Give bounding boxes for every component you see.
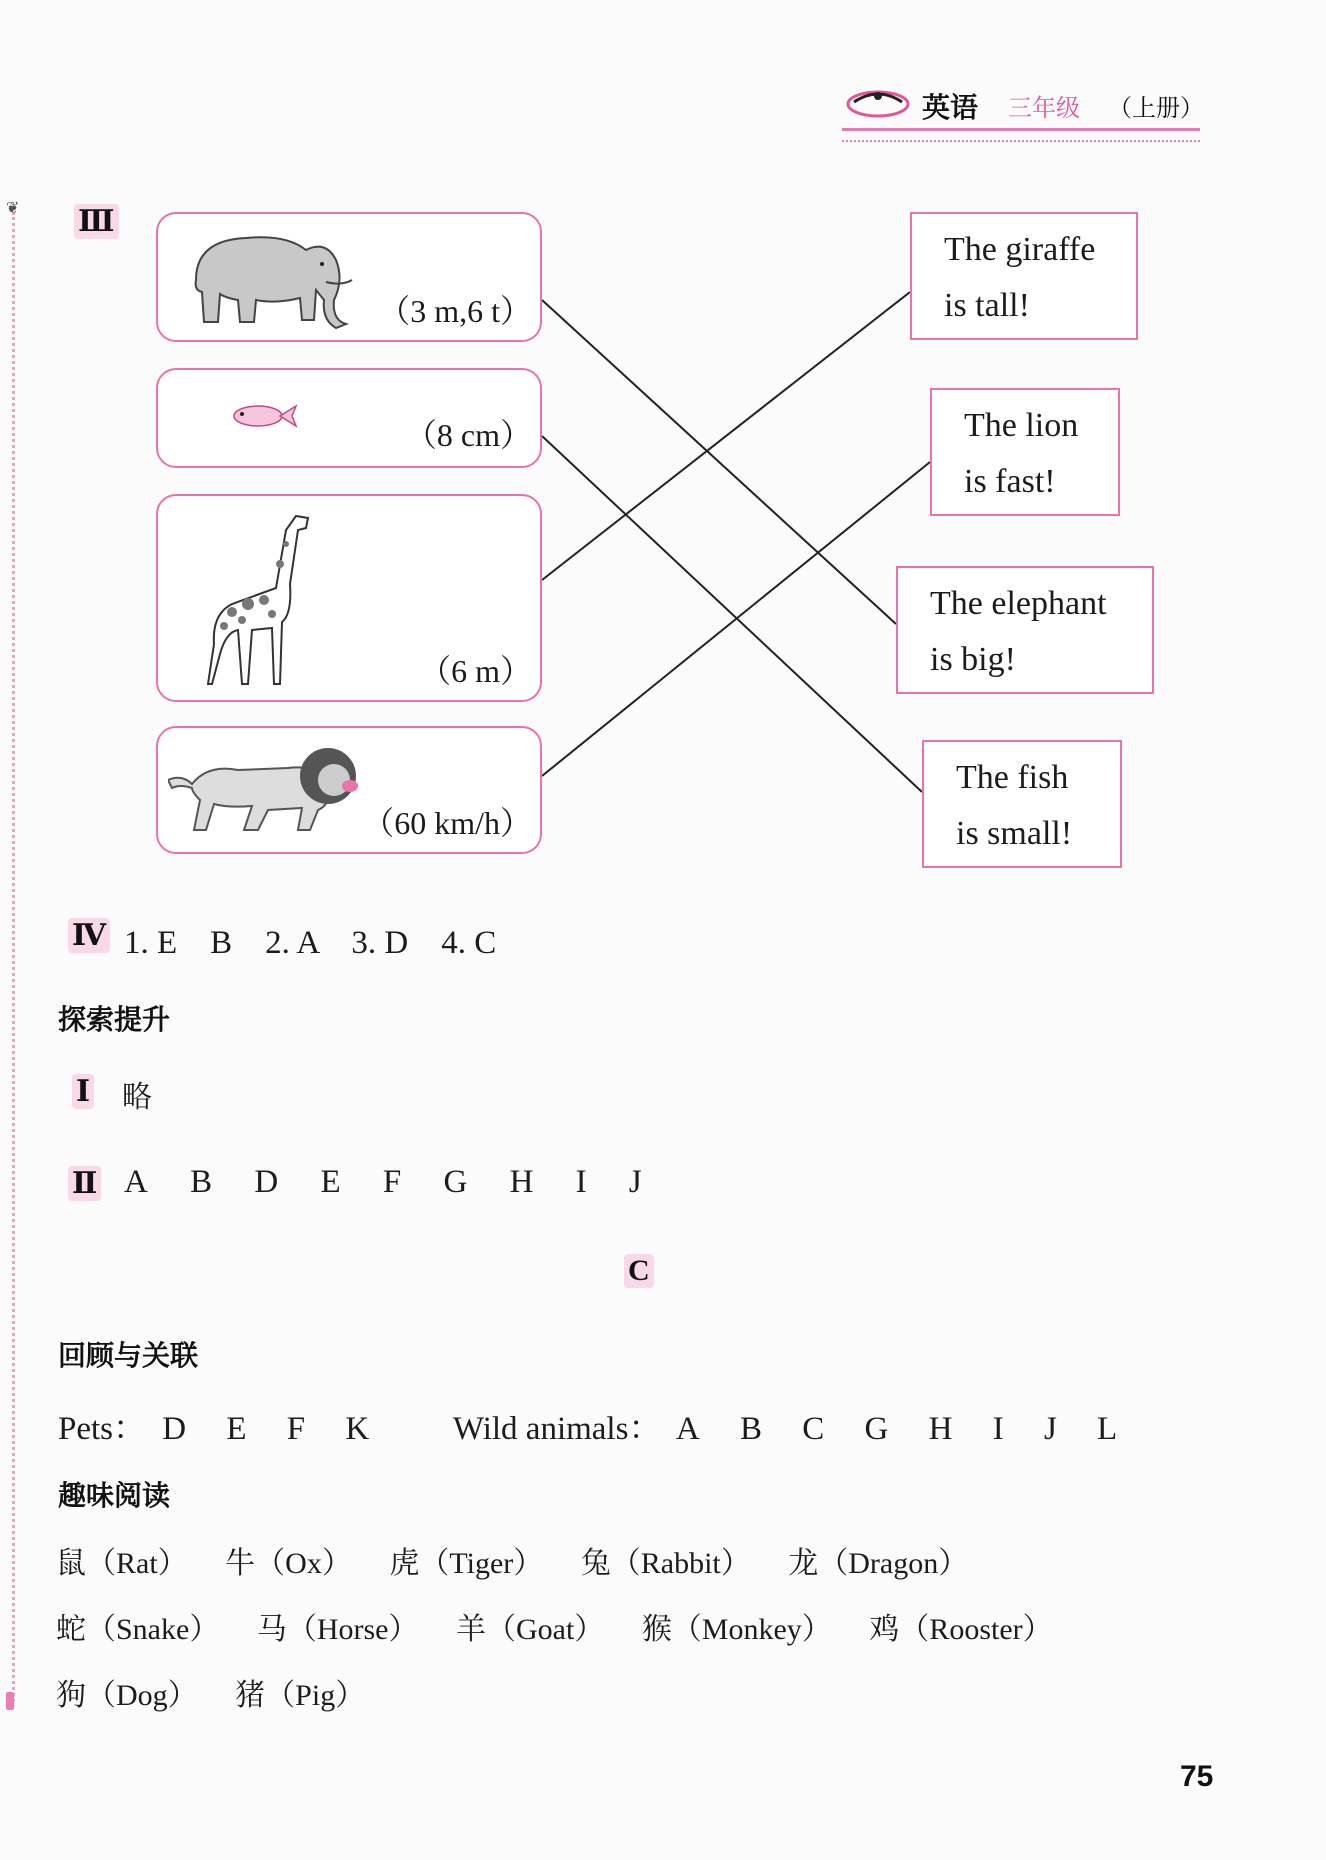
fish-measure: （8 cm） bbox=[404, 417, 532, 453]
explore-heading: 探索提升 bbox=[58, 1003, 171, 1036]
zodiac-item: 兔（Rabbit） bbox=[580, 1547, 751, 1580]
sentence-line1: The giraffe bbox=[944, 231, 1096, 268]
sentence-box-lion bbox=[930, 388, 1120, 516]
zodiac-item: 猴（Monkey） bbox=[641, 1613, 832, 1646]
zodiac-item: 马（Horse） bbox=[256, 1613, 419, 1646]
wild-letter: J bbox=[1043, 1411, 1057, 1447]
reading-heading: 趣味阅读 bbox=[58, 1479, 171, 1512]
answer-letter: A bbox=[124, 1164, 148, 1200]
zodiac-item: 鸡（Rooster） bbox=[869, 1613, 1053, 1646]
sentence-line1: The lion bbox=[964, 407, 1079, 444]
part-c-label: C bbox=[624, 1254, 654, 1288]
answer-letter: D bbox=[254, 1164, 279, 1200]
sentence-line2: is big! bbox=[930, 641, 1016, 678]
zodiac-item: 羊（Goat） bbox=[455, 1613, 605, 1646]
wild-label: Wild animals： bbox=[452, 1411, 662, 1447]
section-4-answers: 1. E B 2. A 3. D 4. C bbox=[124, 925, 497, 961]
lion-icon bbox=[168, 734, 368, 844]
zodiac-row-3 bbox=[56, 1670, 395, 1714]
wild-letter: A bbox=[675, 1411, 700, 1447]
header-subject: 英语 bbox=[922, 91, 979, 124]
animal-box-giraffe bbox=[156, 494, 542, 702]
pets-letter: F bbox=[286, 1411, 306, 1447]
answer-letter: G bbox=[443, 1164, 468, 1200]
section-4-label: Ⅳ bbox=[68, 918, 110, 953]
sentence-box-giraffe bbox=[910, 212, 1138, 340]
answer-letter: F bbox=[382, 1164, 402, 1200]
wild-letter: G bbox=[864, 1411, 889, 1447]
sentence-line2: is small! bbox=[956, 815, 1073, 852]
elephant-measure: （3 m,6 t） bbox=[378, 293, 532, 329]
page-number: 75 bbox=[1180, 1760, 1214, 1793]
section-3-label: Ⅲ bbox=[74, 204, 119, 239]
match-line-fish bbox=[542, 436, 922, 792]
lion-measure: （60 km/h） bbox=[362, 805, 532, 841]
sentence-line1: The fish bbox=[956, 759, 1069, 796]
giraffe-icon bbox=[202, 504, 322, 694]
sentence-box-elephant bbox=[896, 566, 1154, 694]
giraffe-measure: （6 m） bbox=[419, 653, 532, 689]
answer-letter: J bbox=[628, 1164, 642, 1200]
zodiac-item: 虎（Tiger） bbox=[389, 1547, 544, 1580]
match-line-elephant bbox=[542, 300, 896, 624]
sentence-box-fish bbox=[922, 740, 1122, 868]
zodiac-row-2 bbox=[56, 1604, 1083, 1648]
review-heading: 回顾与关联 bbox=[58, 1339, 199, 1372]
elephant-icon bbox=[176, 220, 356, 336]
wild-letter: I bbox=[992, 1411, 1004, 1447]
header-volume: （上册） bbox=[1108, 94, 1204, 122]
match-line-lion bbox=[542, 462, 930, 776]
pets-letter: D bbox=[162, 1411, 187, 1447]
leaf-icon: ❦ bbox=[6, 200, 20, 217]
animal-box-elephant bbox=[156, 212, 542, 342]
wild-letter: C bbox=[802, 1411, 825, 1447]
animal-box-fish bbox=[156, 368, 542, 468]
pets-letter: E bbox=[226, 1411, 247, 1447]
wild-letter: B bbox=[739, 1411, 762, 1447]
match-line-giraffe bbox=[542, 292, 910, 580]
explore-i-answer: 略 bbox=[122, 1080, 152, 1115]
animal-box-lion bbox=[156, 726, 542, 854]
answer-letter: B bbox=[190, 1164, 213, 1200]
zodiac-row-1 bbox=[56, 1538, 998, 1582]
zodiac-item: 鼠（Rat） bbox=[56, 1547, 188, 1580]
explore-i-label: Ⅰ bbox=[72, 1074, 94, 1109]
answer-letter: H bbox=[509, 1164, 534, 1200]
header-grade: 三年级 bbox=[1008, 94, 1080, 122]
wild-letter: L bbox=[1097, 1411, 1118, 1447]
fish-icon bbox=[222, 396, 302, 436]
zodiac-item: 狗（Dog） bbox=[56, 1679, 198, 1712]
sentence-line1: The elephant bbox=[930, 585, 1107, 622]
zodiac-item: 猪（Pig） bbox=[235, 1679, 366, 1712]
sentence-line2: is fast! bbox=[964, 463, 1056, 500]
pets-letter: K bbox=[345, 1411, 370, 1447]
explore-ii-answers bbox=[124, 1164, 642, 1201]
answer-letter: I bbox=[575, 1164, 587, 1200]
zodiac-item: 龙（Dragon） bbox=[788, 1547, 969, 1580]
zodiac-item: 牛（Ox） bbox=[225, 1547, 352, 1580]
pets-label: Pets： bbox=[58, 1411, 147, 1447]
explore-ii-label: Ⅱ bbox=[68, 1166, 101, 1201]
answer-letter: E bbox=[320, 1164, 341, 1200]
sentence-line2: is tall! bbox=[944, 287, 1030, 324]
wild-letter: H bbox=[928, 1411, 953, 1447]
review-line bbox=[58, 1402, 1117, 1449]
zodiac-item: 蛇（Snake） bbox=[56, 1613, 220, 1646]
